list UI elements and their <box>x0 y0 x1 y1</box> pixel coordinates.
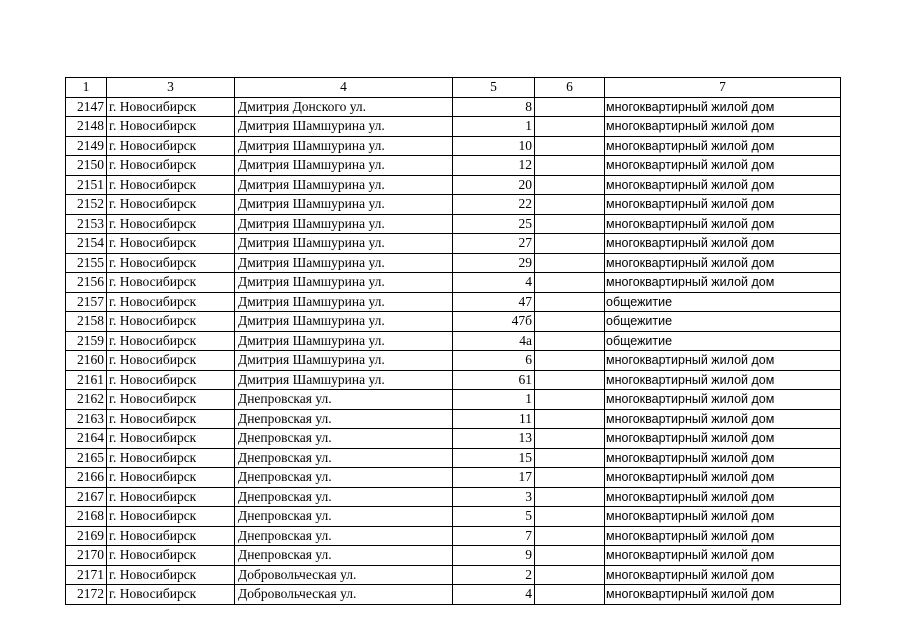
house-number-cell: 17 <box>453 468 535 488</box>
city-cell: г. Новосибирск <box>107 468 235 488</box>
column-6-cell <box>535 351 605 371</box>
column-6-cell <box>535 409 605 429</box>
building-type-cell: многоквартирный жилой дом <box>605 565 841 585</box>
row-number-cell: 2151 <box>66 175 107 195</box>
building-type-cell: многоквартирный жилой дом <box>605 175 841 195</box>
column-header-6: 6 <box>535 78 605 98</box>
row-number-cell: 2166 <box>66 468 107 488</box>
city-cell: г. Новосибирск <box>107 390 235 410</box>
building-type-cell: многоквартирный жилой дом <box>605 409 841 429</box>
table-row <box>66 97 841 117</box>
table-row <box>66 565 841 585</box>
building-type-cell: многоквартирный жилой дом <box>605 214 841 234</box>
street-cell: Днепровская ул. <box>235 546 453 566</box>
column-6-cell <box>535 234 605 254</box>
street-cell: Дмитрия Шамшурина ул. <box>235 117 453 137</box>
street-cell: Дмитрия Шамшурина ул. <box>235 234 453 254</box>
column-6-cell <box>535 390 605 410</box>
house-number-cell: 1 <box>453 390 535 410</box>
row-number-cell: 2159 <box>66 331 107 351</box>
house-number-cell: 27 <box>453 234 535 254</box>
house-number-cell: 3 <box>453 487 535 507</box>
city-cell: г. Новосибирск <box>107 156 235 176</box>
column-6-cell <box>535 117 605 137</box>
row-number-cell: 2170 <box>66 546 107 566</box>
row-number-cell: 2165 <box>66 448 107 468</box>
row-number-cell: 2161 <box>66 370 107 390</box>
building-type-cell: общежитие <box>605 312 841 332</box>
street-cell: Днепровская ул. <box>235 468 453 488</box>
street-cell: Дмитрия Шамшурина ул. <box>235 312 453 332</box>
house-number-cell: 1 <box>453 117 535 137</box>
row-number-cell: 2171 <box>66 565 107 585</box>
table-row <box>66 253 841 273</box>
street-cell: Днепровская ул. <box>235 507 453 527</box>
building-type-cell: общежитие <box>605 331 841 351</box>
house-number-cell: 13 <box>453 429 535 449</box>
column-6-cell <box>535 273 605 293</box>
house-number-cell: 12 <box>453 156 535 176</box>
column-header-1: 1 <box>66 78 107 98</box>
table-row <box>66 136 841 156</box>
column-6-cell <box>535 312 605 332</box>
column-header-3: 3 <box>107 78 235 98</box>
house-number-cell: 2 <box>453 565 535 585</box>
house-number-cell: 61 <box>453 370 535 390</box>
building-type-cell: многоквартирный жилой дом <box>605 585 841 605</box>
street-cell: Дмитрия Шамшурина ул. <box>235 273 453 293</box>
column-6-cell <box>535 429 605 449</box>
house-number-cell: 25 <box>453 214 535 234</box>
column-header-4: 4 <box>235 78 453 98</box>
street-cell: Днепровская ул. <box>235 526 453 546</box>
row-number-cell: 2172 <box>66 585 107 605</box>
street-cell: Дмитрия Шамшурина ул. <box>235 370 453 390</box>
house-number-cell: 5 <box>453 507 535 527</box>
column-6-cell <box>535 448 605 468</box>
table-row <box>66 292 841 312</box>
row-number-cell: 2148 <box>66 117 107 137</box>
table-row <box>66 331 841 351</box>
city-cell: г. Новосибирск <box>107 546 235 566</box>
city-cell: г. Новосибирск <box>107 507 235 527</box>
row-number-cell: 2162 <box>66 390 107 410</box>
table-row <box>66 468 841 488</box>
column-6-cell <box>535 292 605 312</box>
city-cell: г. Новосибирск <box>107 97 235 117</box>
city-cell: г. Новосибирск <box>107 312 235 332</box>
column-6-cell <box>535 546 605 566</box>
column-6-cell <box>535 331 605 351</box>
street-cell: Добровольческая ул. <box>235 585 453 605</box>
building-type-cell: многоквартирный жилой дом <box>605 156 841 176</box>
row-number-cell: 2149 <box>66 136 107 156</box>
street-cell: Дмитрия Шамшурина ул. <box>235 214 453 234</box>
column-header-row <box>66 78 841 98</box>
column-header-5: 5 <box>453 78 535 98</box>
housing-registry-table <box>65 77 841 605</box>
street-cell: Дмитрия Шамшурина ул. <box>235 292 453 312</box>
table-row <box>66 117 841 137</box>
city-cell: г. Новосибирск <box>107 429 235 449</box>
table-row <box>66 370 841 390</box>
building-type-cell: многоквартирный жилой дом <box>605 273 841 293</box>
row-number-cell: 2153 <box>66 214 107 234</box>
city-cell: г. Новосибирск <box>107 175 235 195</box>
street-cell: Дмитрия Шамшурина ул. <box>235 175 453 195</box>
column-6-cell <box>535 507 605 527</box>
building-type-cell: многоквартирный жилой дом <box>605 487 841 507</box>
column-6-cell <box>535 195 605 215</box>
building-type-cell: многоквартирный жилой дом <box>605 390 841 410</box>
row-number-cell: 2157 <box>66 292 107 312</box>
table-row <box>66 234 841 254</box>
city-cell: г. Новосибирск <box>107 214 235 234</box>
row-number-cell: 2167 <box>66 487 107 507</box>
street-cell: Днепровская ул. <box>235 390 453 410</box>
table-row <box>66 273 841 293</box>
table-row <box>66 487 841 507</box>
row-number-cell: 2150 <box>66 156 107 176</box>
building-type-cell: многоквартирный жилой дом <box>605 429 841 449</box>
building-type-cell: многоквартирный жилой дом <box>605 507 841 527</box>
city-cell: г. Новосибирск <box>107 487 235 507</box>
building-type-cell: многоквартирный жилой дом <box>605 117 841 137</box>
table-row <box>66 156 841 176</box>
house-number-cell: 7 <box>453 526 535 546</box>
row-number-cell: 2169 <box>66 526 107 546</box>
table-row <box>66 546 841 566</box>
table-row <box>66 312 841 332</box>
row-number-cell: 2156 <box>66 273 107 293</box>
street-cell: Дмитрия Шамшурина ул. <box>235 195 453 215</box>
house-number-cell: 4а <box>453 331 535 351</box>
row-number-cell: 2158 <box>66 312 107 332</box>
city-cell: г. Новосибирск <box>107 409 235 429</box>
building-type-cell: многоквартирный жилой дом <box>605 97 841 117</box>
column-6-cell <box>535 156 605 176</box>
row-number-cell: 2152 <box>66 195 107 215</box>
column-6-cell <box>535 175 605 195</box>
street-cell: Дмитрия Шамшурина ул. <box>235 351 453 371</box>
house-number-cell: 20 <box>453 175 535 195</box>
table-row <box>66 448 841 468</box>
row-number-cell: 2155 <box>66 253 107 273</box>
building-type-cell: многоквартирный жилой дом <box>605 195 841 215</box>
building-type-cell: многоквартирный жилой дом <box>605 234 841 254</box>
house-number-cell: 47 <box>453 292 535 312</box>
house-number-cell: 29 <box>453 253 535 273</box>
street-cell: Дмитрия Шамшурина ул. <box>235 136 453 156</box>
street-cell: Дмитрия Донского ул. <box>235 97 453 117</box>
city-cell: г. Новосибирск <box>107 370 235 390</box>
house-number-cell: 10 <box>453 136 535 156</box>
table-row <box>66 195 841 215</box>
city-cell: г. Новосибирск <box>107 136 235 156</box>
house-number-cell: 6 <box>453 351 535 371</box>
city-cell: г. Новосибирск <box>107 117 235 137</box>
column-6-cell <box>535 585 605 605</box>
table-row <box>66 175 841 195</box>
building-type-cell: многоквартирный жилой дом <box>605 546 841 566</box>
column-6-cell <box>535 526 605 546</box>
city-cell: г. Новосибирск <box>107 292 235 312</box>
street-cell: Днепровская ул. <box>235 429 453 449</box>
city-cell: г. Новосибирск <box>107 331 235 351</box>
city-cell: г. Новосибирск <box>107 526 235 546</box>
column-6-cell <box>535 214 605 234</box>
city-cell: г. Новосибирск <box>107 273 235 293</box>
city-cell: г. Новосибирск <box>107 448 235 468</box>
street-cell: Дмитрия Шамшурина ул. <box>235 253 453 273</box>
row-number-cell: 2168 <box>66 507 107 527</box>
column-6-cell <box>535 97 605 117</box>
city-cell: г. Новосибирск <box>107 195 235 215</box>
house-number-cell: 11 <box>453 409 535 429</box>
table-row <box>66 526 841 546</box>
building-type-cell: многоквартирный жилой дом <box>605 136 841 156</box>
house-number-cell: 4 <box>453 585 535 605</box>
house-number-cell: 47б <box>453 312 535 332</box>
table-row <box>66 429 841 449</box>
street-cell: Добровольческая ул. <box>235 565 453 585</box>
building-type-cell: многоквартирный жилой дом <box>605 351 841 371</box>
table-row <box>66 214 841 234</box>
table-row <box>66 409 841 429</box>
column-6-cell <box>535 565 605 585</box>
building-type-cell: многоквартирный жилой дом <box>605 448 841 468</box>
house-number-cell: 22 <box>453 195 535 215</box>
table-body <box>66 78 841 605</box>
building-type-cell: многоквартирный жилой дом <box>605 526 841 546</box>
column-header-7: 7 <box>605 78 841 98</box>
house-number-cell: 8 <box>453 97 535 117</box>
row-number-cell: 2154 <box>66 234 107 254</box>
row-number-cell: 2160 <box>66 351 107 371</box>
table-row <box>66 507 841 527</box>
row-number-cell: 2147 <box>66 97 107 117</box>
building-type-cell: многоквартирный жилой дом <box>605 253 841 273</box>
street-cell: Днепровская ул. <box>235 409 453 429</box>
house-number-cell: 15 <box>453 448 535 468</box>
column-6-cell <box>535 370 605 390</box>
city-cell: г. Новосибирск <box>107 253 235 273</box>
building-type-cell: многоквартирный жилой дом <box>605 370 841 390</box>
table-row <box>66 390 841 410</box>
column-6-cell <box>535 136 605 156</box>
building-type-cell: многоквартирный жилой дом <box>605 468 841 488</box>
city-cell: г. Новосибирск <box>107 585 235 605</box>
column-6-cell <box>535 468 605 488</box>
city-cell: г. Новосибирск <box>107 351 235 371</box>
house-number-cell: 9 <box>453 546 535 566</box>
row-number-cell: 2163 <box>66 409 107 429</box>
column-6-cell <box>535 253 605 273</box>
street-cell: Дмитрия Шамшурина ул. <box>235 331 453 351</box>
city-cell: г. Новосибирск <box>107 234 235 254</box>
table-row <box>66 585 841 605</box>
street-cell: Дмитрия Шамшурина ул. <box>235 156 453 176</box>
building-type-cell: общежитие <box>605 292 841 312</box>
street-cell: Днепровская ул. <box>235 487 453 507</box>
city-cell: г. Новосибирск <box>107 565 235 585</box>
house-number-cell: 4 <box>453 273 535 293</box>
table-row <box>66 351 841 371</box>
column-6-cell <box>535 487 605 507</box>
street-cell: Днепровская ул. <box>235 448 453 468</box>
row-number-cell: 2164 <box>66 429 107 449</box>
